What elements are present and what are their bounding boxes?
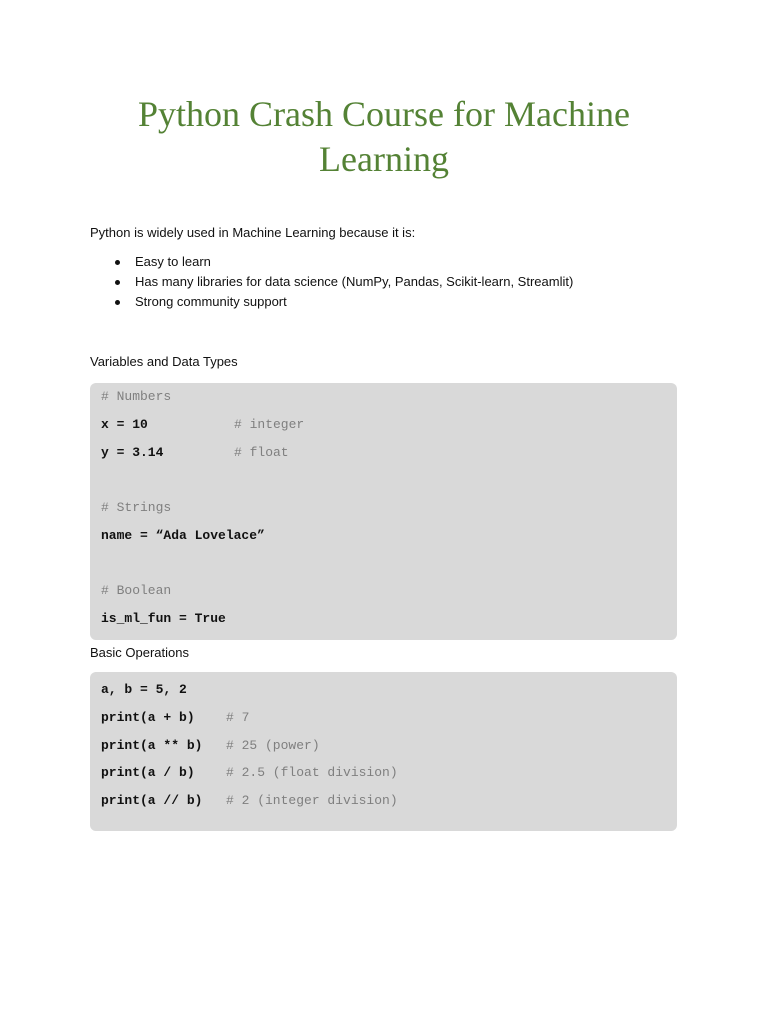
feature-list — [90, 253, 573, 313]
code-statement: print(a + b) — [101, 710, 195, 725]
code-statement: print(a // b) — [101, 793, 203, 808]
code-block-variables — [90, 383, 677, 640]
section-heading-variables: Variables and Data Types — [90, 354, 238, 369]
bullet-icon — [115, 300, 120, 305]
code-line — [101, 736, 661, 756]
code-statement: name = “Ada Lovelace” — [101, 528, 265, 543]
bullet-icon — [115, 280, 120, 285]
code-statement: print(a ** b) — [101, 738, 203, 753]
bullet-icon — [115, 260, 120, 265]
code-comment: # 7 — [226, 710, 250, 725]
list-item — [90, 253, 573, 273]
code-comment: # 25 (power) — [226, 738, 320, 753]
page-title-line-1: Python Crash Course for Machine — [138, 94, 630, 134]
code-statement: a, b = 5, 2 — [101, 682, 187, 697]
code-statement: print(a / b) — [101, 765, 195, 780]
code-line — [101, 443, 661, 463]
code-comment: # integer — [234, 417, 305, 432]
list-item-text: Easy to learn — [135, 254, 211, 269]
code-comment: # Strings — [101, 500, 172, 515]
code-line — [101, 791, 661, 811]
code-statement: y = 3.14 — [101, 445, 164, 460]
code-comment: # 2 (integer division) — [226, 793, 398, 808]
list-item — [90, 273, 573, 293]
code-comment: # float — [234, 445, 289, 460]
list-item-text: Strong community support — [135, 294, 287, 309]
code-block-operations — [90, 672, 677, 831]
section-heading-operations: Basic Operations — [90, 645, 189, 660]
code-comment: # Boolean — [101, 583, 172, 598]
code-line — [101, 763, 661, 783]
code-statement: x = 10 — [101, 417, 148, 432]
list-item-text: Has many libraries for data science (NumPy, Pandas, Scikit-learn, Streamlit) — [135, 274, 574, 289]
page-title-line-2: Learning — [319, 139, 449, 179]
code-line — [101, 415, 661, 435]
code-line — [101, 708, 661, 728]
code-statement: is_ml_fun = True — [101, 611, 226, 626]
code-comment: # 2.5 (float division) — [226, 765, 398, 780]
page-title — [90, 92, 678, 182]
code-comment: # Numbers — [101, 389, 172, 404]
intro-paragraph: Python is widely used in Machine Learning because it is: — [90, 225, 416, 240]
list-item — [90, 293, 573, 313]
